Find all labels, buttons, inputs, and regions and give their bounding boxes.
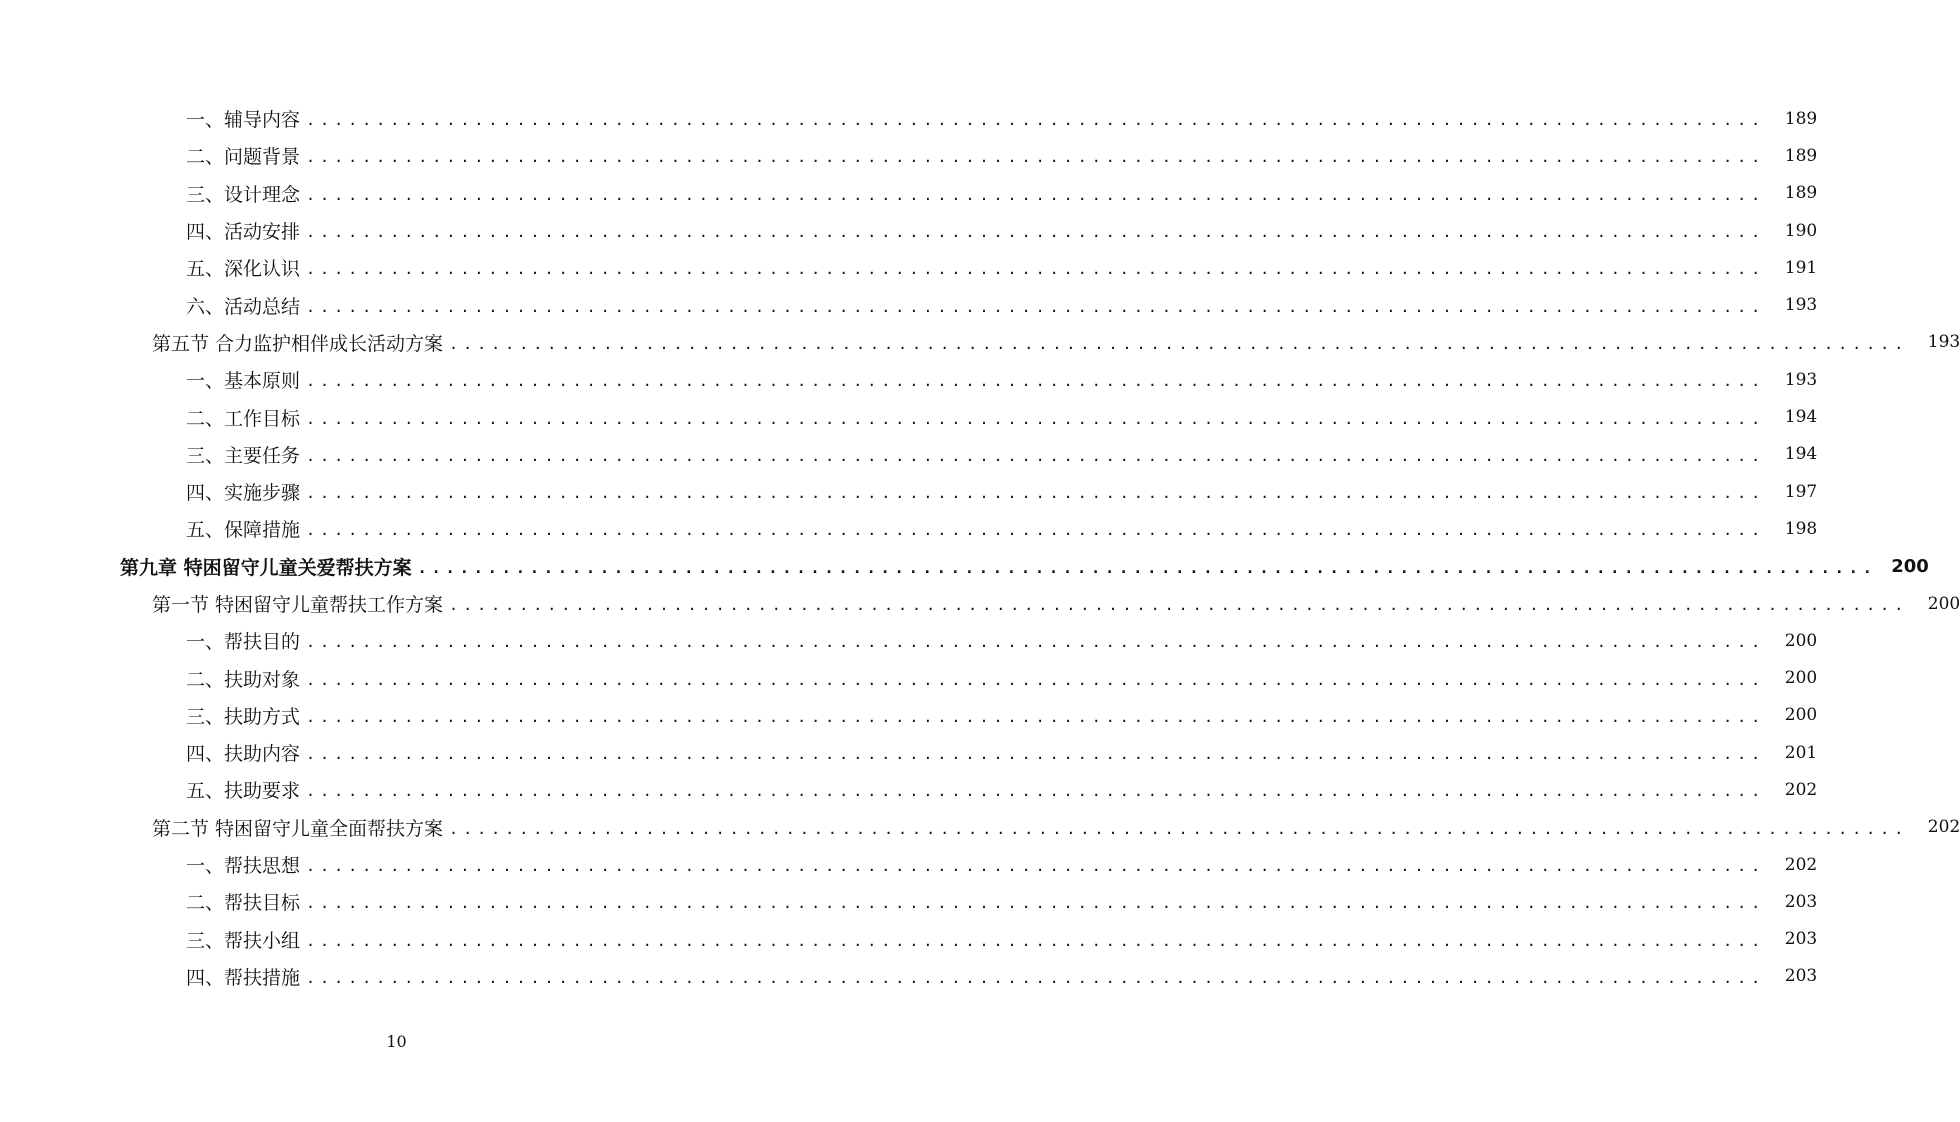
toc-entry-section[interactable] — [0, 137, 1818, 174]
toc-entry-page: 203 — [1784, 891, 1818, 912]
toc-leader-dots: ........................................................................................................ — [306, 782, 1766, 801]
toc-entry-title: 第五节 合力监护相伴成长活动方案 — [152, 332, 444, 355]
toc-entry-page: 189 — [1784, 108, 1818, 129]
toc-leader-dots: ........................................................................................................ — [306, 484, 1766, 503]
toc-entry-section[interactable] — [0, 436, 1818, 473]
toc-entry-section[interactable] — [0, 249, 1818, 286]
toc-leader-dots: ........................................................................................................ — [306, 446, 1766, 465]
toc-leader-dots: ........................................................................................................ — [449, 334, 1909, 353]
toc-entry-page: 194 — [1784, 407, 1818, 428]
toc-entry-page: 201 — [1784, 742, 1818, 763]
toc-entry-title: 四、扶助内容 — [186, 743, 301, 766]
toc-entry-title: 第一节 特困留守儿童帮扶工作方案 — [152, 594, 444, 616]
toc-leader-dots: ........................................................................................................ — [306, 857, 1766, 876]
toc-entry-page: 189 — [1784, 183, 1818, 204]
toc-entry-page: 193 — [1784, 295, 1818, 316]
toc-entry-section[interactable] — [0, 771, 1818, 808]
toc-leader-dots: ........................................................................................................ — [306, 223, 1766, 242]
toc-entry-title: 三、帮扶小组 — [186, 929, 301, 952]
toc-entry-section[interactable] — [0, 473, 1818, 510]
toc-entry-section[interactable] — [0, 958, 1818, 995]
toc-entry-title: 四、实施步骤 — [186, 482, 301, 505]
toc-entry-node[interactable] — [0, 809, 1960, 846]
toc-entry-title: 五、扶助要求 — [186, 780, 301, 803]
toc-leader-dots: ........................................................................................................ — [306, 372, 1766, 391]
toc-entry-section[interactable] — [0, 212, 1818, 249]
toc-leader-dots: ........................................................................................................ — [306, 968, 1766, 987]
toc-leader-dots: ........................................................................................................ — [306, 260, 1766, 279]
toc-entry-section[interactable] — [0, 697, 1818, 734]
toc-leader-dots: ........................................................................................................ — [306, 185, 1766, 204]
toc-entry-title: 六、活动总结 — [186, 295, 301, 318]
toc-entry-title: 二、扶助对象 — [186, 668, 301, 691]
page-number: 10 — [386, 1032, 407, 1051]
toc-entry-title: 三、扶助方式 — [186, 705, 301, 728]
toc-entry-section[interactable] — [0, 361, 1818, 398]
toc-entry-page: 200 — [1784, 705, 1818, 726]
toc-leader-dots: ........................................................................................................ — [306, 148, 1766, 167]
toc-entry-page: 189 — [1784, 145, 1818, 166]
toc-entry-title: 第二节 特困留守儿童全面帮扶方案 — [152, 817, 444, 840]
toc-entry-page: 191 — [1784, 257, 1818, 278]
toc-entry-section[interactable] — [0, 622, 1818, 659]
toc-entry-title: 四、帮扶措施 — [186, 966, 301, 989]
toc-entry-title: 三、设计理念 — [186, 183, 301, 206]
toc-entry-page: 200 — [1784, 668, 1818, 689]
toc-entry-title: 二、帮扶目标 — [186, 892, 301, 915]
toc-entry-title: 一、帮扶思想 — [186, 855, 301, 878]
toc-leader-dots: ........................................................................................................ — [306, 409, 1766, 428]
toc-entry-title: 一、帮扶目的 — [186, 631, 301, 654]
toc-entry-section[interactable] — [0, 734, 1818, 771]
toc-entry-section[interactable] — [0, 286, 1818, 323]
toc-entry-page: 202 — [1784, 854, 1818, 875]
toc-entry-title: 四、活动安排 — [186, 221, 301, 244]
toc-entry-page: 190 — [1784, 220, 1818, 241]
toc-leader-dots: ........................................................................................................ — [306, 931, 1766, 950]
toc-entry-page: 200 — [1927, 593, 1960, 614]
toc-leader-dots: ........................................................................................................ — [417, 558, 1877, 577]
toc-entry-title: 二、工作目标 — [186, 407, 301, 430]
toc-entry-section[interactable] — [0, 921, 1818, 958]
toc-entry-section[interactable] — [0, 175, 1818, 212]
toc-entry-page: 203 — [1784, 966, 1818, 987]
toc-entry-page: 203 — [1784, 929, 1818, 950]
toc-leader-dots: ........................................................................................................ — [306, 297, 1766, 316]
toc-entry-page: 200 — [1891, 555, 1929, 577]
toc-entry-chapter[interactable] — [0, 548, 1929, 585]
toc-leader-dots: ........................................................................................................ — [306, 111, 1766, 130]
toc-leader-dots: ........................................................................................................ — [449, 596, 1909, 614]
toc-leader-dots: ........................................................................................................ — [306, 707, 1766, 726]
toc-entry-title: 二、问题背景 — [186, 146, 301, 169]
toc-leader-dots: ........................................................................................................ — [306, 633, 1766, 652]
toc-entry-page: 193 — [1927, 332, 1960, 353]
toc-entry-title: 第九章 特困留守儿童关爱帮扶方案 — [120, 556, 412, 579]
toc-leader-dots: ........................................................................................................ — [306, 521, 1766, 540]
toc-entry-section[interactable] — [0, 398, 1818, 435]
toc-entry-page: 202 — [1927, 817, 1960, 838]
toc-entry-page: 197 — [1784, 481, 1818, 502]
toc-entry-page: 198 — [1784, 518, 1818, 539]
toc-entry-node[interactable] — [0, 324, 1960, 361]
toc-leader-dots: ........................................................................................................ — [306, 745, 1766, 764]
toc-entry-section[interactable] — [0, 659, 1818, 696]
toc-entry-title: 三、主要任务 — [186, 444, 301, 467]
toc-entry-page: 200 — [1784, 630, 1818, 651]
toc-entry-title: 五、保障措施 — [186, 519, 301, 542]
toc-entry-page: 193 — [1784, 369, 1818, 390]
toc-leader-dots: ........................................................................................................ — [306, 894, 1766, 913]
toc-entry-title: 一、辅导内容 — [186, 109, 301, 132]
table-of-contents — [0, 100, 1960, 995]
toc-entry-section[interactable] — [0, 100, 1818, 137]
toc-entry-section[interactable] — [0, 883, 1818, 920]
toc-entry-section[interactable] — [0, 510, 1818, 547]
toc-entry-title: 一、基本原则 — [186, 370, 301, 393]
toc-entry-title: 五、深化认识 — [186, 258, 301, 281]
toc-entry-page: 194 — [1784, 444, 1818, 465]
toc-entry-node[interactable] — [0, 585, 1960, 622]
toc-leader-dots: ........................................................................................................ — [306, 670, 1766, 689]
toc-entry-page: 202 — [1784, 779, 1818, 800]
toc-entry-section[interactable] — [0, 846, 1818, 883]
toc-leader-dots: ........................................................................................................ — [449, 819, 1909, 838]
